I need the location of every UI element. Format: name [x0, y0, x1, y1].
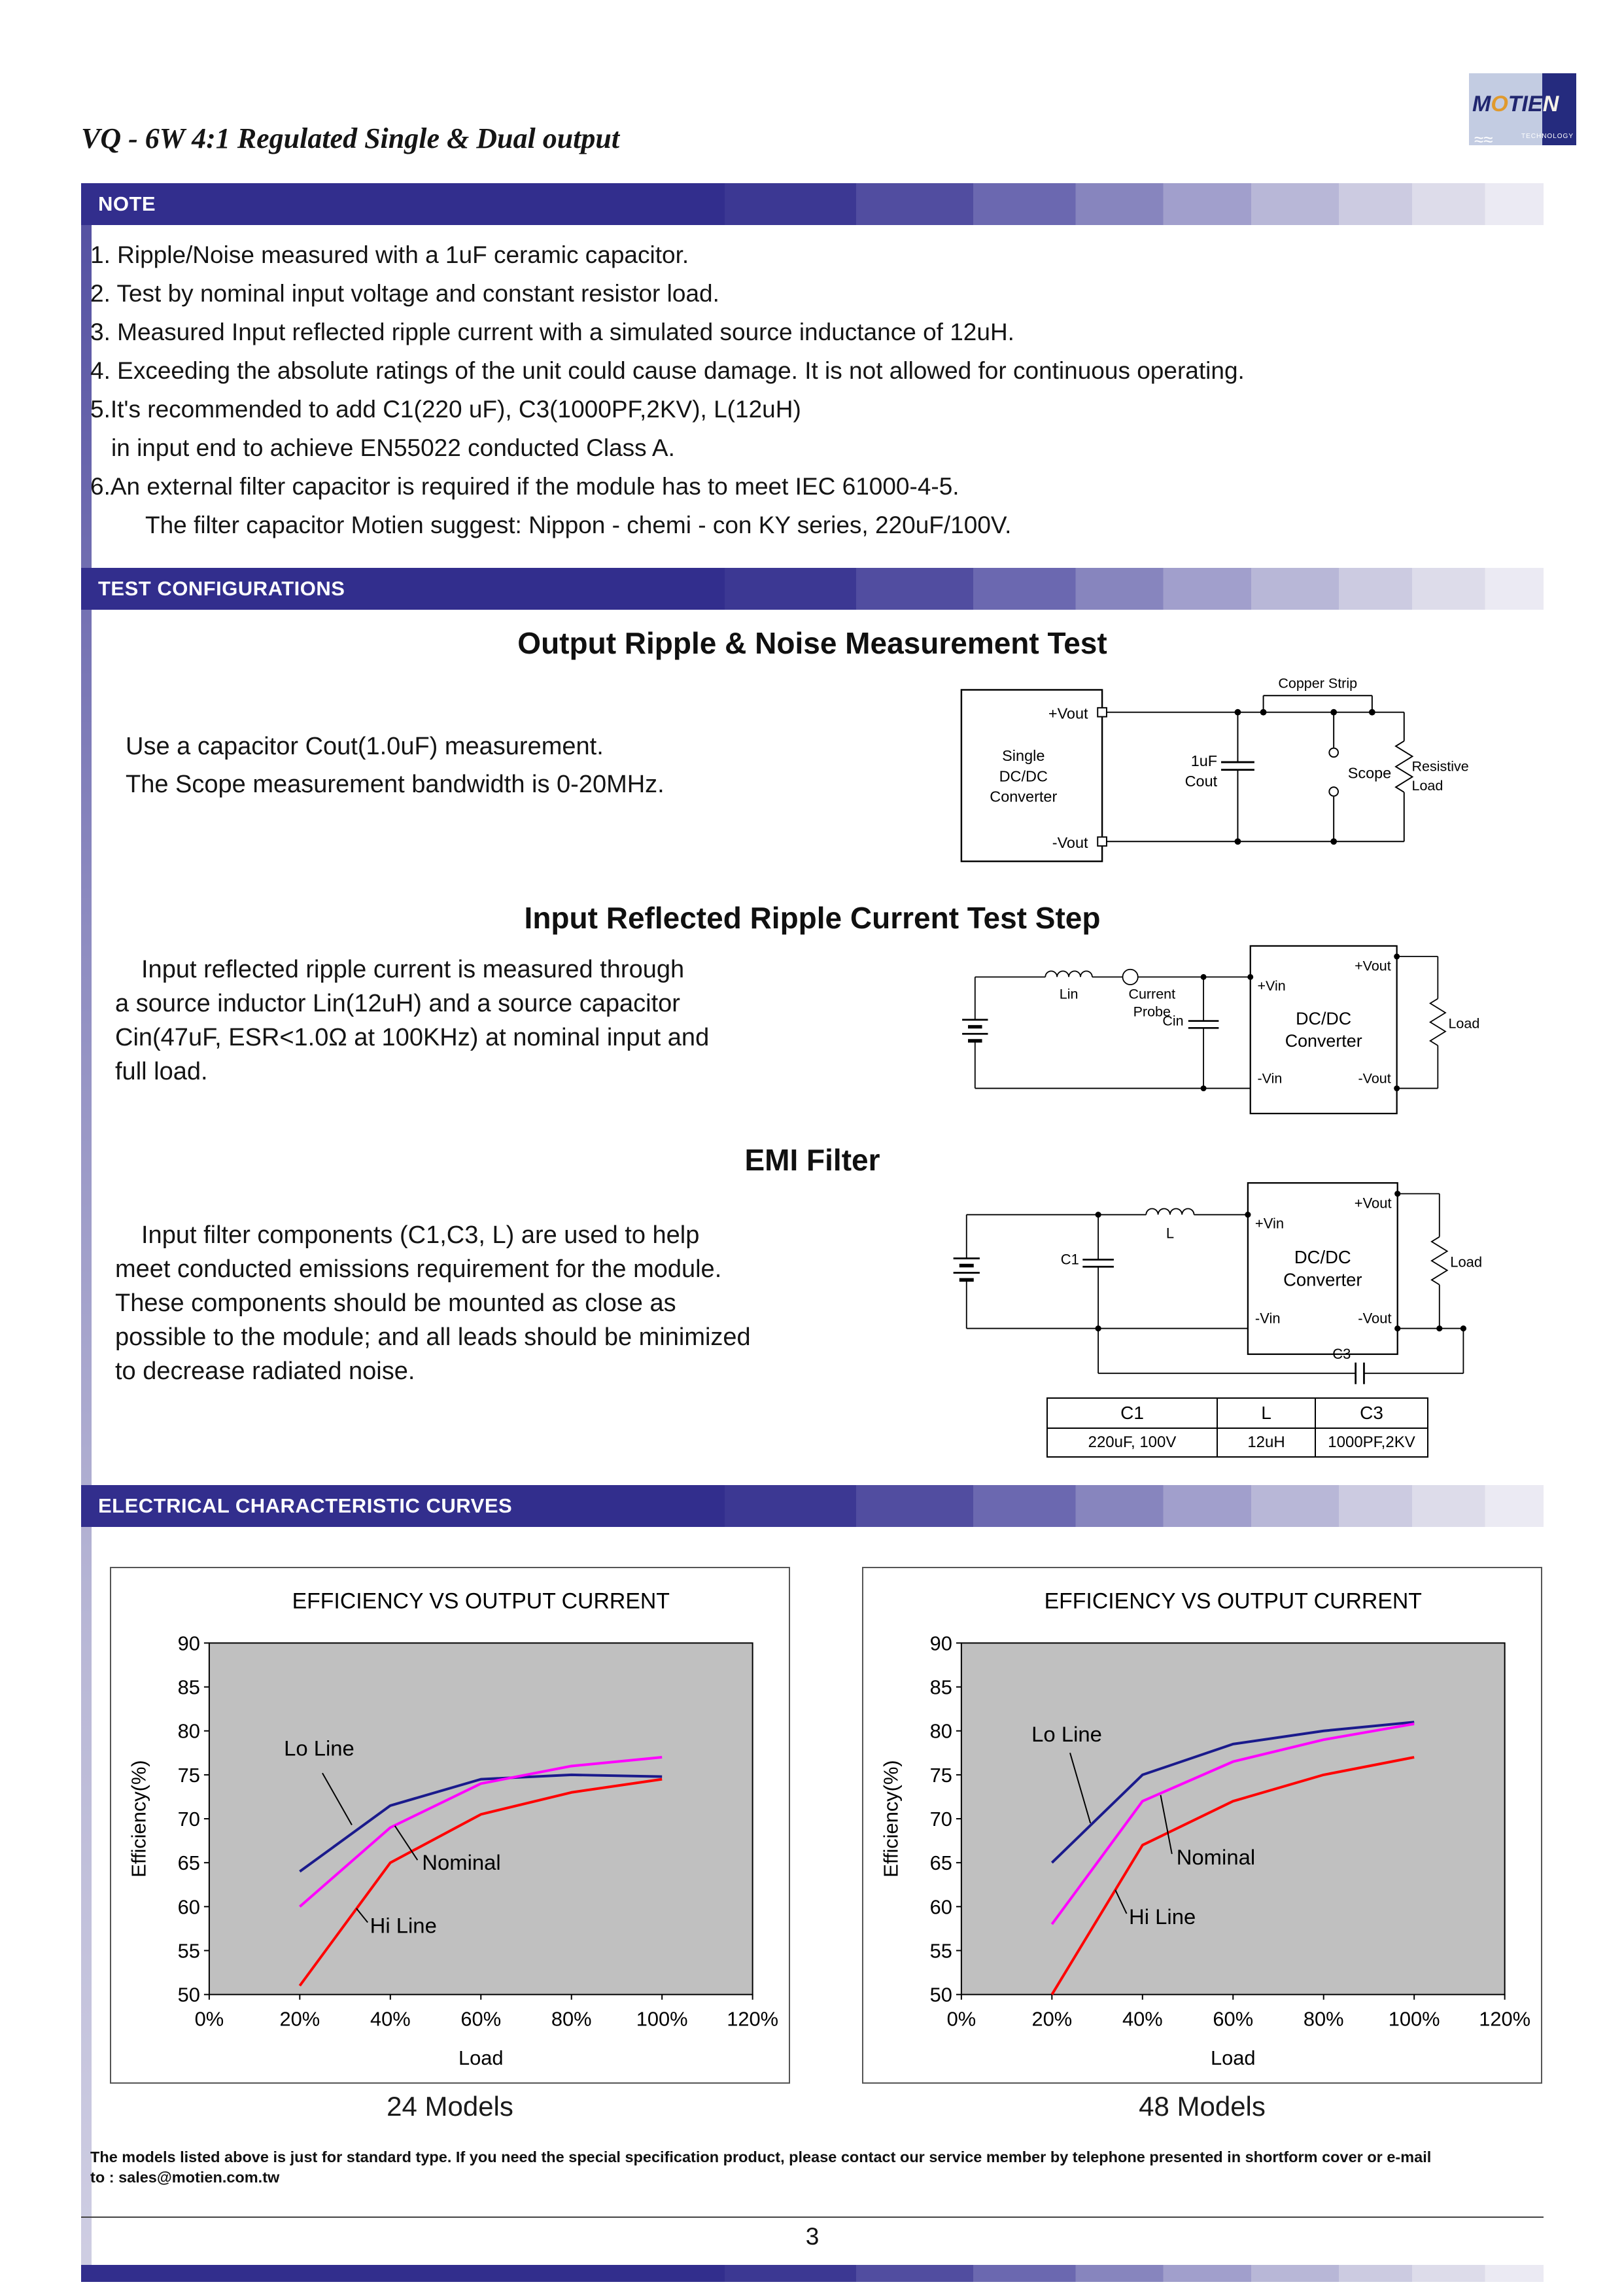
x-tick-label: 0% [946, 2007, 976, 2031]
note-item-5: 5.It's recommended to add C1(220 uF), C3(1000PF,2KV), L(12uH) [90, 396, 801, 423]
x-axis-label: Load [458, 2046, 504, 2070]
section-title-note: NOTE [98, 192, 156, 215]
y-tick-label: 65 [177, 1851, 200, 1875]
minus-vin-label: -Vin [1257, 1070, 1283, 1087]
copper-strip-callout [1260, 676, 1375, 716]
y-tick-label: 70 [929, 1807, 952, 1831]
emi-filter-description [115, 1218, 751, 1388]
load-label-line2: Load [1411, 778, 1443, 794]
c1-label: C1 [1060, 1251, 1079, 1268]
annotation-hi-line: Hi Line [370, 1913, 437, 1938]
y-tick-label: 50 [929, 1983, 952, 2006]
logo-wordmark [1472, 92, 1559, 117]
logo-letter-o: O [1491, 92, 1508, 116]
copper-strip-label: Copper Strip [1278, 675, 1358, 692]
resistive-load-symbol [1396, 712, 1469, 842]
source-battery-symbol [962, 977, 988, 1088]
plus-vin-label: +Vin [1254, 1215, 1285, 1232]
source-battery-symbol [954, 1215, 980, 1329]
chart-caption-24-models: 24 Models [387, 2091, 513, 2122]
c3-label: C3 [1332, 1346, 1351, 1363]
annotation-nominal: Nominal [1176, 1844, 1256, 1869]
l-label: L [1166, 1225, 1175, 1242]
section-header-test-configurations [81, 568, 1544, 610]
reflected-test-description [115, 953, 709, 1089]
dcdc-converter-box [1245, 1183, 1397, 1354]
cin-label: Cin [1162, 1013, 1184, 1029]
plot-area [961, 1643, 1505, 1994]
section-header-note [81, 183, 1544, 225]
table-header-row [1047, 1398, 1428, 1428]
x-tick-label: 80% [1303, 2007, 1344, 2031]
ripple-test-description [126, 727, 665, 803]
table-value-l: 12uH [1217, 1428, 1315, 1457]
text-line: Input reflected ripple current is measured through [141, 956, 685, 983]
wires [975, 977, 1251, 1088]
x-tick-label: 100% [636, 2007, 688, 2031]
note-item-5-continued: in input end to achieve EN55022 conducted Class A. [111, 434, 675, 461]
table-header-l: L [1217, 1398, 1315, 1428]
text-line: Use a capacitor Cout(1.0uF) measurement. [126, 733, 604, 760]
y-tick-label: 90 [177, 1632, 200, 1655]
annotation-nominal: Nominal [422, 1849, 501, 1874]
y-tick-label: 55 [177, 1939, 200, 1963]
converter-label-line1: DC/DC [1294, 1246, 1351, 1267]
efficiency-chart-24-models [110, 1567, 790, 2084]
efficiency-chart-48-models [862, 1567, 1542, 2084]
chart-title: EFFICIENCY VS OUTPUT CURRENT [1044, 1588, 1422, 1614]
chart-caption-48-models: 48 Models [1139, 2091, 1266, 2122]
table-value-c1: 220uF, 100V [1047, 1428, 1217, 1457]
output-ripple-noise-diagram [956, 674, 1487, 879]
minus-vout-label: -Vout [1052, 834, 1088, 852]
x-tick-label: 0% [194, 2007, 224, 2031]
y-tick-label: 50 [177, 1983, 200, 2006]
footer-divider [81, 2216, 1544, 2218]
minus-vout-label: -Vout [1358, 1070, 1391, 1087]
x-tick-label: 60% [1213, 2007, 1254, 2031]
y-axis-label: Efficiency(%) [879, 1760, 903, 1878]
y-tick-label: 90 [929, 1632, 952, 1655]
load-label: Load [1448, 1015, 1480, 1032]
input-reflected-ripple-diagram [946, 933, 1485, 1121]
y-tick-label: 70 [177, 1807, 200, 1831]
y-tick-label: 75 [929, 1763, 952, 1787]
doc-title: VQ - 6W 4:1 Regulated Single & Dual output [81, 122, 620, 154]
annotation-lo-line: Lo Line [284, 1736, 354, 1761]
converter-label-line1: Single [1002, 747, 1045, 765]
note-item-4: 4. Exceeding the absolute ratings of the unit could cause damage. It is not allowed for continuous operating. [90, 357, 1245, 384]
text-line: These components should be mounted as close as [115, 1289, 676, 1317]
x-tick-label: 20% [1031, 2007, 1073, 2031]
cap-value-label: 1uF [1190, 752, 1218, 769]
plus-vout-label: +Vout [1048, 705, 1088, 722]
converter-label-line2: DC/DC [999, 767, 1048, 785]
footer-note [90, 2147, 1431, 2188]
converter-label-line3: Converter [990, 788, 1058, 805]
page-number: 3 [805, 2223, 820, 2250]
note-item-1: 1. Ripple/Noise measured with a 1uF ceramic capacitor. [90, 241, 689, 268]
chart-svg [111, 1568, 789, 2082]
heading-output-ripple-noise: Output Ripple & Noise Measurement Test [517, 626, 1107, 660]
y-tick-label: 80 [177, 1719, 200, 1743]
chart-svg [863, 1568, 1541, 2082]
current-probe-label-line2: Probe [1133, 1004, 1171, 1020]
y-tick-label: 55 [929, 1939, 952, 1963]
x-tick-label: 40% [370, 2007, 411, 2031]
logo-letter-n: N [1542, 92, 1559, 116]
output-terminal-negative [1097, 837, 1107, 846]
motien-logo [1469, 73, 1576, 149]
note-item-2: 2. Test by nominal input voltage and constant resistor load. [90, 280, 719, 307]
plus-vout-label: +Vout [1354, 1195, 1392, 1212]
y-tick-label: 75 [177, 1763, 200, 1787]
y-tick-label: 60 [929, 1895, 952, 1919]
logo-subtitle: TECHNOLOGY [1521, 133, 1574, 140]
footer-note-line1: The models listed above is just for standard type. If you need the special specification product, please contact our service member by telephone presented in shortform cover or e-mail [90, 2148, 1432, 2165]
y-tick-label: 85 [929, 1675, 952, 1699]
section-header-electrical-curves [81, 1485, 1544, 1527]
footer-note-line2: to : sales@motien.com.tw [90, 2169, 280, 2186]
heading-emi-filter: EMI Filter [744, 1143, 880, 1177]
logo-letter: M [1472, 92, 1491, 116]
scope-probe-symbol [1329, 709, 1391, 845]
plus-vin-label: +Vin [1257, 977, 1286, 994]
filter-inductor-symbol [1146, 1209, 1194, 1242]
text-line: The Scope measurement bandwidth is 0-20MHz. [126, 771, 665, 798]
wires [967, 1215, 1248, 1329]
table-value-row [1047, 1428, 1428, 1457]
note-list [90, 236, 1245, 544]
converter-label-line1: DC/DC [1296, 1008, 1352, 1028]
text-line: meet conducted emissions requirement for the module. [115, 1255, 722, 1283]
plus-vout-label: +Vout [1355, 958, 1391, 974]
section-title-test-configurations: TEST CONFIGURATIONS [98, 577, 345, 600]
source-inductor-symbol [1045, 971, 1092, 1002]
y-tick-label: 60 [177, 1895, 200, 1919]
c1-capacitor-symbol [1061, 1212, 1114, 1331]
dcdc-converter-box [1247, 946, 1396, 1113]
current-probe-label-line1: Current [1128, 986, 1176, 1002]
x-tick-label: 120% [1479, 2007, 1531, 2031]
x-tick-label: 40% [1122, 2007, 1163, 2031]
x-tick-label: 100% [1388, 2007, 1440, 2031]
heading-input-reflected-ripple: Input Reflected Ripple Current Test Step [524, 901, 1101, 935]
note-item-3: 3. Measured Input reflected ripple current with a simulated source inductance of 12uH. [90, 319, 1014, 345]
converter-label-line2: Converter [1285, 1030, 1362, 1051]
x-tick-label: 20% [279, 2007, 320, 2031]
output-capacitor-symbol [1185, 709, 1254, 845]
lin-label: Lin [1059, 986, 1079, 1002]
text-line: to decrease radiated noise. [115, 1358, 415, 1385]
y-axis-label: Efficiency(%) [127, 1760, 150, 1878]
table-header-c3: C3 [1315, 1398, 1428, 1428]
text-line: Input filter components (C1,C3, L) are used to help [141, 1221, 700, 1249]
table-value-c3: 1000PF,2KV [1315, 1428, 1428, 1457]
chart-title: EFFICIENCY VS OUTPUT CURRENT [292, 1588, 670, 1614]
y-tick-label: 85 [177, 1675, 200, 1699]
y-tick-label: 80 [929, 1719, 952, 1743]
load-symbol [1394, 1191, 1482, 1331]
emi-filter-component-table [1046, 1397, 1428, 1458]
load-symbol [1394, 954, 1479, 1091]
note-item-6: 6.An external filter capacitor is required if the module has to meet IEC 61000-4-5. [90, 473, 959, 500]
x-tick-label: 120% [727, 2007, 779, 2031]
logo-waves-icon: ≈≈ [1474, 130, 1493, 149]
text-line: a source inductor Lin(12uH) and a source capacitor [115, 990, 680, 1017]
logo-letters: TIE [1508, 92, 1543, 116]
annotation-lo-line: Lo Line [1031, 1721, 1102, 1746]
dcdc-converter-box [961, 690, 1107, 861]
load-label: Load [1450, 1253, 1483, 1270]
emi-filter-diagram [937, 1170, 1487, 1403]
load-label-line1: Resistive [1411, 758, 1469, 775]
minus-vin-label: -Vin [1254, 1310, 1281, 1327]
x-axis-label: Load [1210, 2046, 1256, 2070]
annotation-hi-line: Hi Line [1129, 1904, 1196, 1929]
note-item-6-continued: The filter capacitor Motien suggest: Nippon - chemi - con KY series, 220uF/100V. [145, 512, 1012, 538]
x-tick-label: 60% [460, 2007, 502, 2031]
text-line: Cin(47uF, ESR<1.0Ω at 100KHz) at nominal input and [115, 1024, 710, 1051]
minus-vout-label: -Vout [1358, 1310, 1392, 1327]
plot-area [209, 1643, 753, 1994]
cap-name-label: Cout [1184, 773, 1218, 790]
x-tick-label: 80% [551, 2007, 592, 2031]
text-line: full load. [115, 1058, 208, 1085]
converter-label-line2: Converter [1283, 1269, 1362, 1290]
output-terminal-positive [1097, 708, 1107, 717]
section-title-electrical-curves: ELECTRICAL CHARACTERISTIC CURVES [98, 1494, 513, 1517]
text-line: possible to the module; and all leads should be minimized [115, 1323, 751, 1351]
table-header-c1: C1 [1047, 1398, 1217, 1428]
bottom-accent-bar [81, 2265, 1544, 2282]
scope-label: Scope [1347, 764, 1392, 782]
y-tick-label: 65 [929, 1851, 952, 1875]
